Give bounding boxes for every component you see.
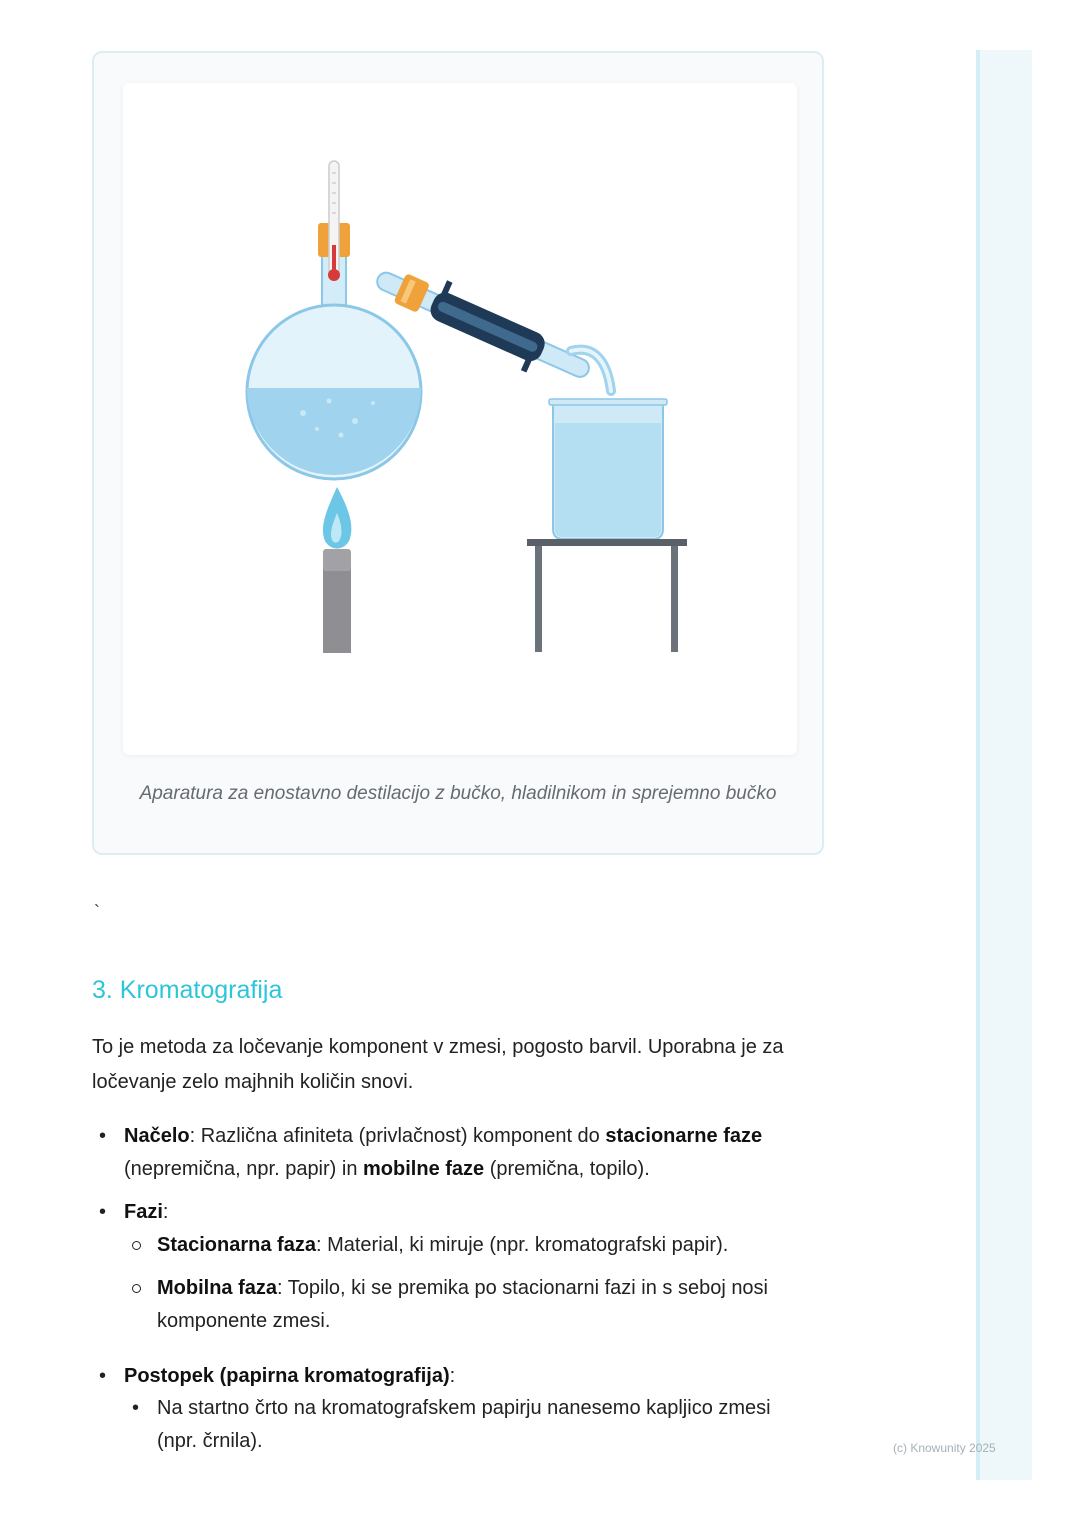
section-heading: 3. Kromatografija [92,976,283,1004]
list-item-postopek: Postopek (papirna kromatografija): [124,1365,456,1387]
intro-line-2: ločevanje zelo majhnih količin snovi. [92,1071,414,1093]
list-item-nacelo-cont: (nepremična, npr. papir) in mobilne faze (premična, topilo). [124,1158,650,1180]
list-item-mobilna-cont: komponente zmesi. [157,1310,331,1332]
intro-line-1: To je metoda za ločevanje komponent v zmesi, pogosto barvil. Uporabna je za [92,1036,784,1058]
sub-bullet-icon: • [132,1397,140,1419]
bullet-icon: • [99,1365,107,1387]
receiving-beaker [549,399,667,539]
figure-caption: Aparatura za enostavno destilacijo z bučko, hladilnikom in sprejemno bučko [139,783,777,804]
bunsen-burner [323,487,351,653]
sub-bullet-icon [132,1241,141,1250]
list-item-nacelo: Načelo: Različna afiniteta (privlačnost) komponent do stacionarne faze [124,1125,763,1147]
stray-mark: ` [94,902,100,922]
figure-card [92,51,824,855]
list-item-mobilna: Mobilna faza: Topilo, ki se premika po stacionarni fazi in s seboj nosi [157,1277,769,1299]
lab-stand [527,539,687,652]
bullet-icon: • [99,1125,107,1147]
intro-paragraph [92,1030,834,1100]
list-item-fazi: Fazi: [124,1201,169,1223]
distillation-illustration [123,83,797,755]
thermometer [328,161,340,281]
bullet-icon: • [99,1201,107,1223]
list-item-stacionarna: Stacionarna faza: Material, ki miruje (npr. kromatografski papir). [157,1234,729,1256]
side-panel [976,50,1032,1480]
list-item-step-1-cont: (npr. črnila). [157,1430,263,1452]
sub-bullet-icon [132,1284,141,1293]
distillation-apparatus-drawing [123,83,797,755]
list-item-step-1: Na startno črto na kromatografskem papirju nanesemo kapljico zmesi [157,1397,771,1419]
watermark: (c) Knowunity 2025 [893,1441,996,1455]
nacelo-term: Načelo [124,1125,190,1147]
